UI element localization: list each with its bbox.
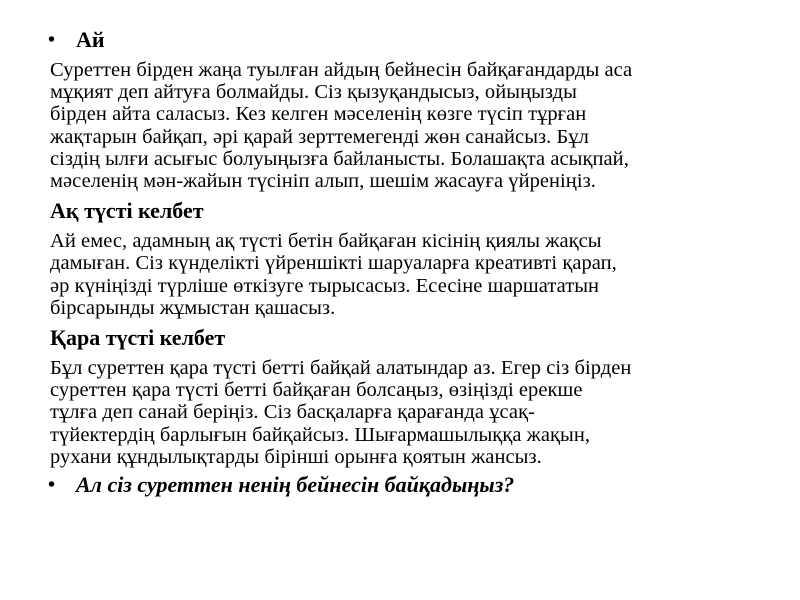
paragraph-line: дамыған. Сіз күнделікті үйреншікті шаруаларға креативті қарап, [50, 252, 617, 275]
paragraph-line: бірсарынды жұмыстан қашасыз. [50, 296, 336, 319]
paragraph-line: суреттен қара түсті бетті байқаған болсаңыз, өзіңізді ерекше [50, 379, 583, 402]
paragraph-line: рухани құндылықтарды бірінші орынға қоятын жансыз. [50, 445, 542, 468]
section-heading-white-face: Ақ түсті келбет [50, 198, 204, 224]
section-paragraph-white-face [50, 230, 770, 319]
bullet-icon: • [48, 474, 56, 497]
section-heading-black-face: Қара түсті келбет [50, 325, 226, 351]
closing-question-text: Ал сіз суреттен ненің бейнесін байқадыңыз? [76, 472, 515, 498]
paragraph-line: мұқият деп айтуға болмайды. Сіз қызуқандысыз, ойыңызды [50, 81, 577, 104]
paragraph-line: тұлға деп санай беріңіз. Сіз басқаларға қарағанда ұсақ- [50, 401, 535, 424]
paragraph-line: Суреттен бірден жаңа туылған айдың бейнесін байқағандарды аса [50, 59, 633, 81]
paragraph-line: бірден айта саласыз. Кез келген мәселенің көзге түсіп тұрған [50, 103, 587, 126]
paragraph-line: әр күніңізді түрліше өткізуге тырысасыз. Есесіне шаршататын [50, 274, 600, 297]
section-paragraph-black-face [50, 357, 770, 468]
bullet-icon: • [48, 29, 56, 51]
heading-text: Ай [76, 27, 105, 52]
paragraph-line: Ай емес, адамның ақ түсті бетін байқаған кісінің қиялы жақсы [50, 230, 602, 253]
paragraph-line: мәселенің мән-жайын түсініп алып, шешім жасауға үйреніңіз. [50, 170, 596, 193]
closing-question [48, 472, 770, 498]
paragraph-line: сіздің ылғи асығыс болуыңызға байланысты. Болашақта асықпай, [50, 147, 629, 170]
paragraph-line: Бұл суреттен қара түсті бетті байқай алатындар аз. Егер сіз бірден [50, 357, 632, 380]
paragraph-line: түйектердің барлығын байқайсыз. Шығармашылыққа жақын, [50, 423, 591, 446]
paragraph-line: жақтарын байқап, әрі қарай зерттемегенді жөн санайсыз. Бұл [50, 125, 589, 148]
section-heading-moon [48, 27, 770, 53]
section-paragraph-moon [50, 59, 770, 192]
